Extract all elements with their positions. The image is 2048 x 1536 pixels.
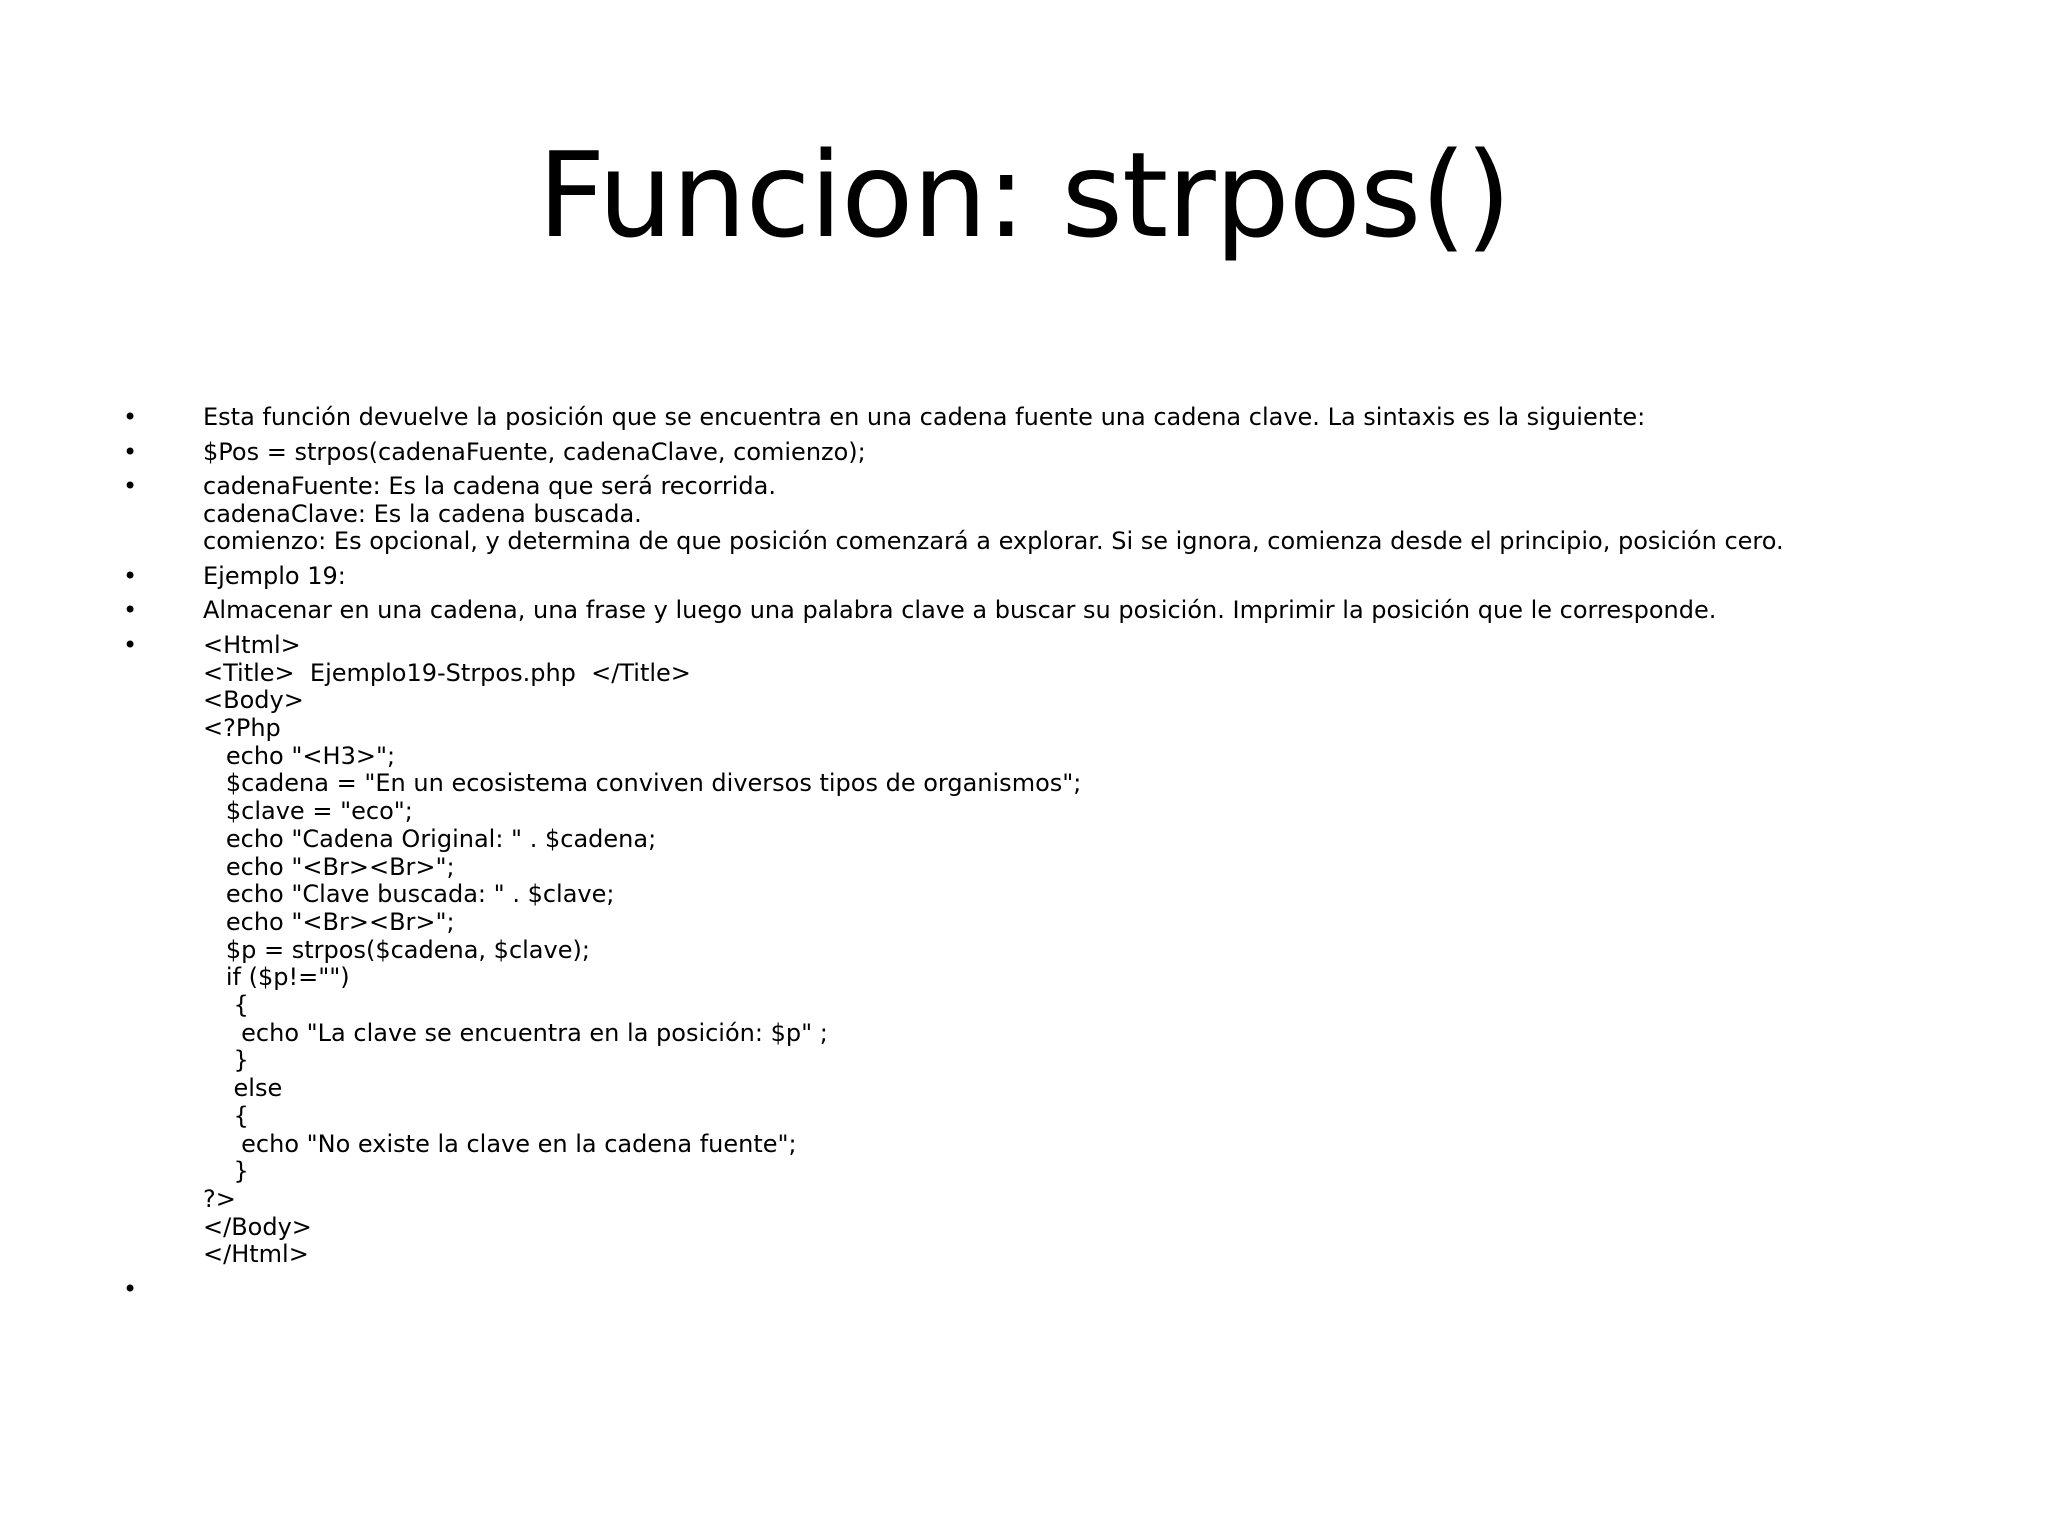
bullet-dot-icon: •: [123, 630, 138, 659]
bullet-dot-icon: •: [123, 596, 138, 625]
bullet-dot-icon: •: [123, 437, 138, 466]
code-line: }: [203, 1046, 249, 1075]
bullet-item: [118, 1276, 1998, 1304]
bullet-list: [118, 404, 1998, 1310]
code-line: <Html>: [203, 630, 301, 659]
bullet-text-line: cadenaClave: Es la cadena buscada.: [203, 499, 642, 528]
code-line: {: [203, 991, 249, 1020]
code-line: ?>: [203, 1184, 236, 1213]
code-line: <?Php: [203, 714, 281, 743]
bullet-item: [118, 404, 1998, 432]
code-line: echo "Cadena Original: " . $cadena;: [203, 824, 657, 853]
code-line: echo "Clave buscada: " . $clave;: [203, 880, 615, 909]
bullet-dot-icon: •: [123, 472, 138, 500]
code-line: echo "<Br><Br>";: [203, 852, 455, 881]
bullet-text-line: cadenaFuente: Es la cadena que será recorrida.: [203, 472, 776, 500]
bullet-dot-icon: •: [123, 1274, 138, 1303]
code-line: echo "<Br><Br>";: [203, 907, 455, 936]
code-line: echo "No existe la clave en la cadena fuente";: [203, 1129, 797, 1158]
bullet-dot-icon: •: [123, 403, 138, 431]
code-line: $clave = "eco";: [203, 797, 413, 826]
bullet-text-line: comienzo: Es opcional, y determina de que posición comenzará a explorar. Si se ignora, comienza desde el principio, posición cero.: [203, 527, 1784, 556]
bullet-text-line: Ejemplo 19:: [203, 561, 346, 590]
bullet-text-line: Almacenar en una cadena, una frase y luego una palabra clave a buscar su posición. Imprimir la posición que le corresponde.: [203, 596, 1717, 625]
bullet-item: [118, 439, 1998, 467]
code-line: $p = strpos($cadena, $clave);: [203, 935, 590, 964]
code-line: $cadena = "En un ecosistema conviven diversos tipos de organismos";: [203, 769, 1082, 798]
code-line: echo "<H3>";: [203, 741, 396, 770]
code-line: <Title> Ejemplo19-Strpos.php </Title>: [203, 658, 691, 687]
bullet-dot-icon: •: [123, 561, 138, 590]
bullet-text-line: Esta función devuelve la posición que se encuentra en una cadena fuente una cadena clave. La sintaxis es la siguiente:: [203, 403, 1646, 431]
code-line: echo "La clave se encuentra en la posición: $p" ;: [203, 1018, 828, 1047]
code-line: <Body>: [203, 686, 304, 715]
bullet-item: [118, 563, 1998, 591]
slide-title: Funcion: strpos(): [537, 126, 1511, 264]
empty-bullet-line: [203, 1276, 1998, 1304]
code-line: {: [203, 1101, 249, 1130]
code-line: </Body>: [203, 1212, 312, 1241]
bullet-item: [118, 473, 1998, 556]
code-line: else: [203, 1074, 283, 1103]
bullet-item: [118, 632, 1998, 1269]
bullet-item: [118, 597, 1998, 625]
code-line: }: [203, 1157, 249, 1186]
code-line: </Html>: [203, 1240, 309, 1269]
bullet-text-line: $Pos = strpos(cadenaFuente, cadenaClave, comienzo);: [203, 437, 866, 466]
code-line: if ($p!=""): [203, 963, 350, 992]
